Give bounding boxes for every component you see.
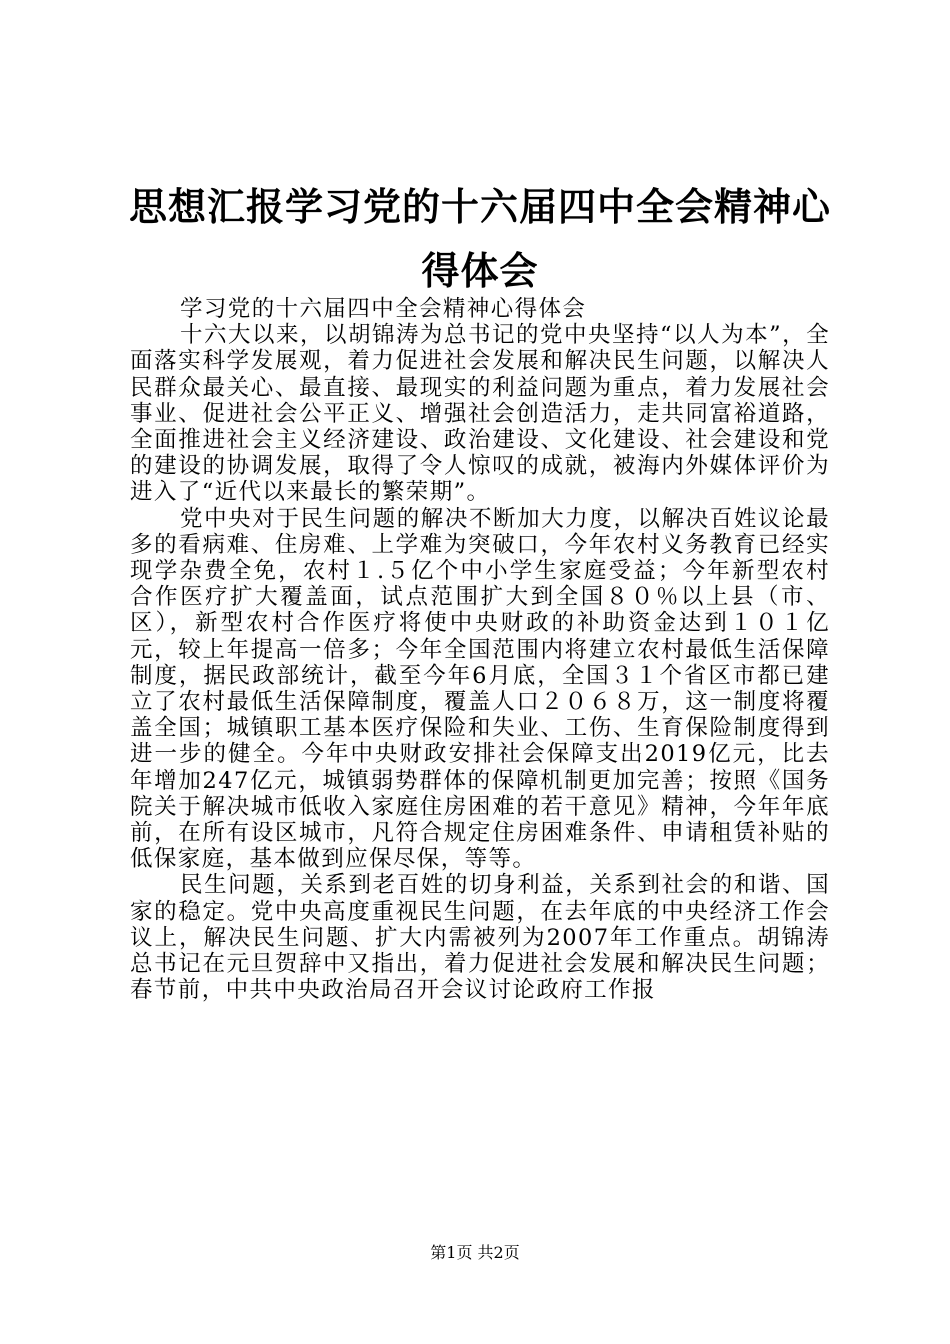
- paragraph-2: 党中央对于民生问题的解决不断加大力度，以解决百姓议论最多的看病难、住房难、上学难为突破口，今年农村义务教育已经实现学杂费全免，农村１.５亿个中小学生家庭受益；今年新型农村合作医疗扩大覆盖面，试点范围扩大到全国８０％以上县（市、区），新型农村合作医疗将使中央财政的补助资金达到１０１亿元，较上年提高一倍多；今年全国范围内将建立农村最低生活保障制度，据民政部统计，截至今年6月底，全国３１个省区市都已建立了农村最低生活保障制度，覆盖人口２０６８万，这一制度将覆盖全国；城镇职工基本医疗保险和失业、工伤、生育保险制度得到进一步的健全。今年中央财政安排社会保障支出2019亿元，比去年增加247亿元，城镇弱势群体的保障机制更加完善；按照《国务院关于解决城市低收入家庭住房困难的若干意见》精神，今年年底前，在所有设区城市，凡符合规定住房困难条件、申请租赁补贴的低保家庭，基本做到应保尽保，等等。: [130, 505, 830, 873]
- document-title: 思想汇报学习党的十六届四中全会精神心得体会: [128, 184, 831, 294]
- page-footer: 第1页 共2页: [430, 1243, 520, 1262]
- paragraph-3: 民生问题，关系到老百姓的切身利益，关系到社会的和谐、国家的稳定。党中央高度重视民生问题，在去年底的中央经济工作会议上，解决民生问题、扩大内需被列为2007年工作重点。胡锦涛总书记在元旦贺辞中又指出，着力促进社会发展和解决民生问题；春节前，中共中央政治局召开会议讨论政府工作报: [130, 872, 830, 1004]
- document-body: [130, 296, 830, 1003]
- document-subtitle: 学习党的十六届四中全会精神心得体会: [180, 296, 587, 322]
- paragraph-1: 十六大以来，以胡锦涛为总书记的党中央坚持“以人为本”，全面落实科学发展观，着力促进社会发展和解决民生问题，以解决人民群众最关心、最直接、最现实的利益问题为重点，着力发展社会事业、促进社会公平正义、增强社会创造活力，走共同富裕道路，全面推进社会主义经济建设、政治建设、文化建设、社会建设和党的建设的协调发展，取得了令人惊叹的成就，被海内外媒体评价为进入了“近代以来最长的繁荣期”。: [130, 322, 830, 506]
